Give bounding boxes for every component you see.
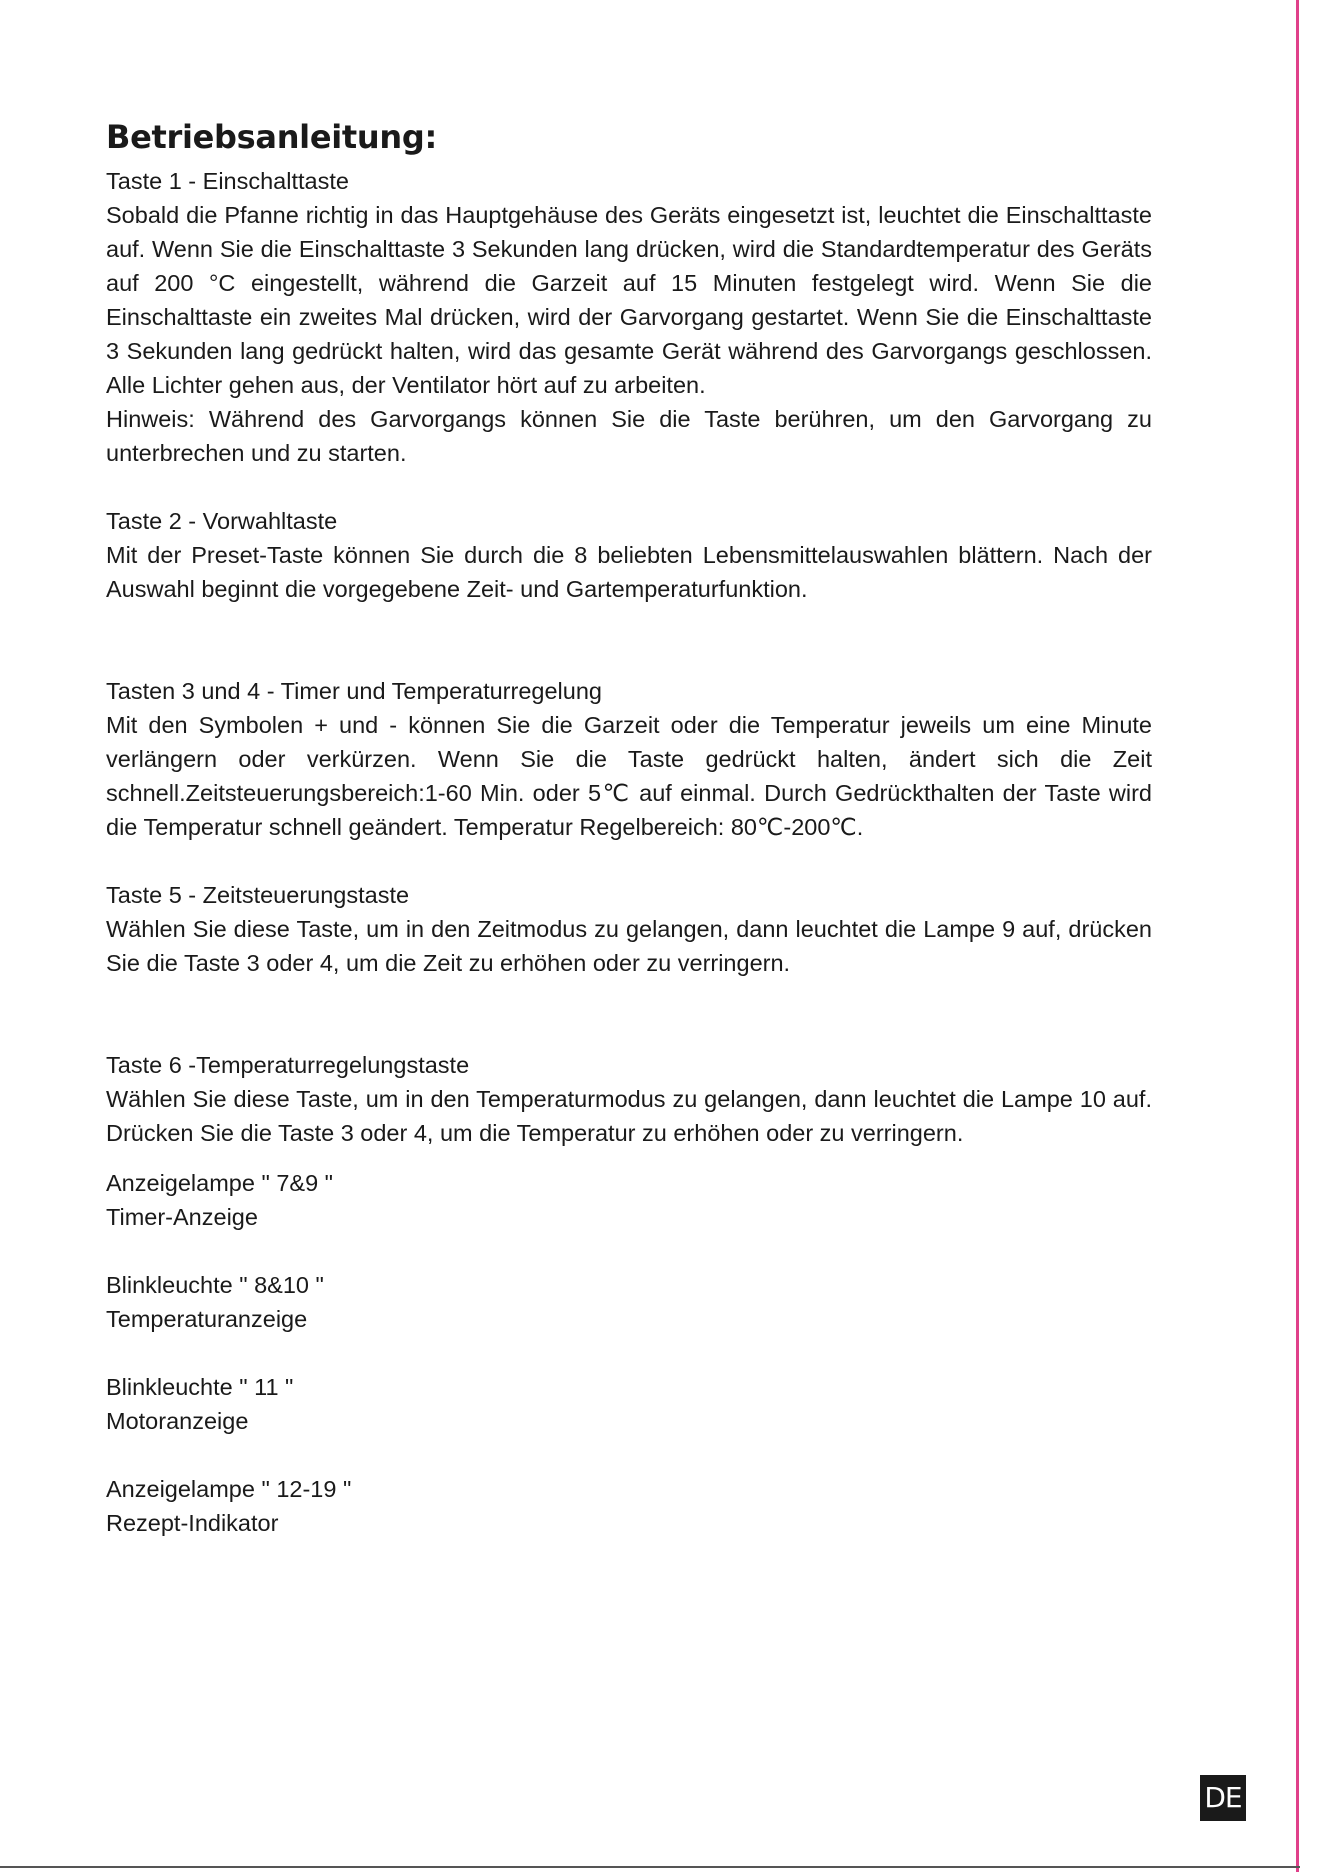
- section-paragraph: Wählen Sie diese Taste, um in den Zeitmodus zu gelangen, dann leuchtet die Lampe 9 auf, drücken Sie die Taste 3 oder 4, um die Zeit zu erhöhen oder zu verringern.: [106, 916, 1152, 976]
- section-taste-5: [106, 878, 1152, 980]
- section-heading: Taste 6 -Temperaturregelungstaste: [106, 1052, 470, 1078]
- section-tasten-3-4: [106, 674, 1152, 844]
- section-heading: Taste 1 - Einschalttaste: [106, 168, 349, 194]
- section-paragraph: Sobald die Pfanne richtig in das Hauptgehäuse des Geräts eingesetzt ist, leuchtet die Einschalttaste auf. Wenn Sie die Einschalttaste 3 Sekunden lang drücken, wird die Standardtemperatur des Geräts auf 200 °C eingestellt, während die Garzeit auf 15 Minuten festgelegt wird. Wenn Sie die Einschalttaste ein zweites Mal drücken, wird der Garvorgang gestartet. Wenn Sie die Einschalttaste 3 Sekunden lang gedrückt halten, wird das gesamte Gerät während des Garvorgangs geschlossen. Alle Lichter gehen aus, der Ventilator hört auf zu arbeiten.: [106, 202, 1152, 398]
- section-heading: Tasten 3 und 4 - Timer und Temperaturregelung: [106, 678, 602, 704]
- indicator-label: Anzeigelampe " 7&9 ": [106, 1170, 334, 1196]
- section-taste-6: [106, 1048, 1152, 1150]
- page-edge-rule: [1296, 0, 1299, 1872]
- page-bottom-rule: [0, 1866, 1300, 1868]
- indicator-8-10: [106, 1268, 1152, 1336]
- section-heading: Taste 5 - Zeitsteuerungstaste: [106, 882, 410, 908]
- indicator-11: [106, 1370, 1152, 1438]
- indicator-label: Blinkleuchte " 8&10 ": [106, 1272, 324, 1298]
- indicator-description: Motoranzeige: [106, 1408, 249, 1434]
- indicator-label: Blinkleuchte " 11 ": [106, 1374, 294, 1400]
- manual-content: [106, 112, 1152, 1540]
- language-badge: DE: [1200, 1775, 1246, 1821]
- indicator-label: Anzeigelampe " 12-19 ": [106, 1476, 352, 1502]
- indicator-description: Rezept-Indikator: [106, 1510, 279, 1536]
- page-title: Betriebsanleitung:: [106, 118, 437, 156]
- indicator-description: Temperaturanzeige: [106, 1306, 308, 1332]
- section-taste-2: [106, 504, 1152, 606]
- section-paragraph: Mit den Symbolen + und - können Sie die Garzeit oder die Temperatur jeweils um eine Minute verlängern oder verkürzen. Wenn Sie die Taste gedrückt halten, ändert sich die Zeit schnell.Zeitsteuerungsbereich:1-60 Min. oder 5℃ auf einmal. Durch Gedrückthalten der Taste wird die Temperatur schnell geändert. Temperatur Regelbereich: 80℃-200℃.: [106, 712, 1152, 840]
- indicator-7-9: [106, 1166, 1152, 1234]
- section-note: Hinweis: Während des Garvorgangs können Sie die Taste berühren, um den Garvorgang zu unterbrechen und zu starten.: [106, 406, 1152, 466]
- indicator-12-19: [106, 1472, 1152, 1540]
- section-heading: Taste 2 - Vorwahltaste: [106, 508, 338, 534]
- section-taste-1: [106, 164, 1152, 470]
- indicator-description: Timer-Anzeige: [106, 1204, 258, 1230]
- section-paragraph: Mit der Preset-Taste können Sie durch die 8 beliebten Lebensmittelauswahlen blättern. Nach der Auswahl beginnt die vorgegebene Zeit- und Gartemperaturfunktion.: [106, 542, 1152, 602]
- section-paragraph: Wählen Sie diese Taste, um in den Temperaturmodus zu gelangen, dann leuchtet die Lampe 10 auf. Drücken Sie die Taste 3 oder 4, um die Temperatur zu erhöhen oder zu verringern.: [106, 1086, 1152, 1146]
